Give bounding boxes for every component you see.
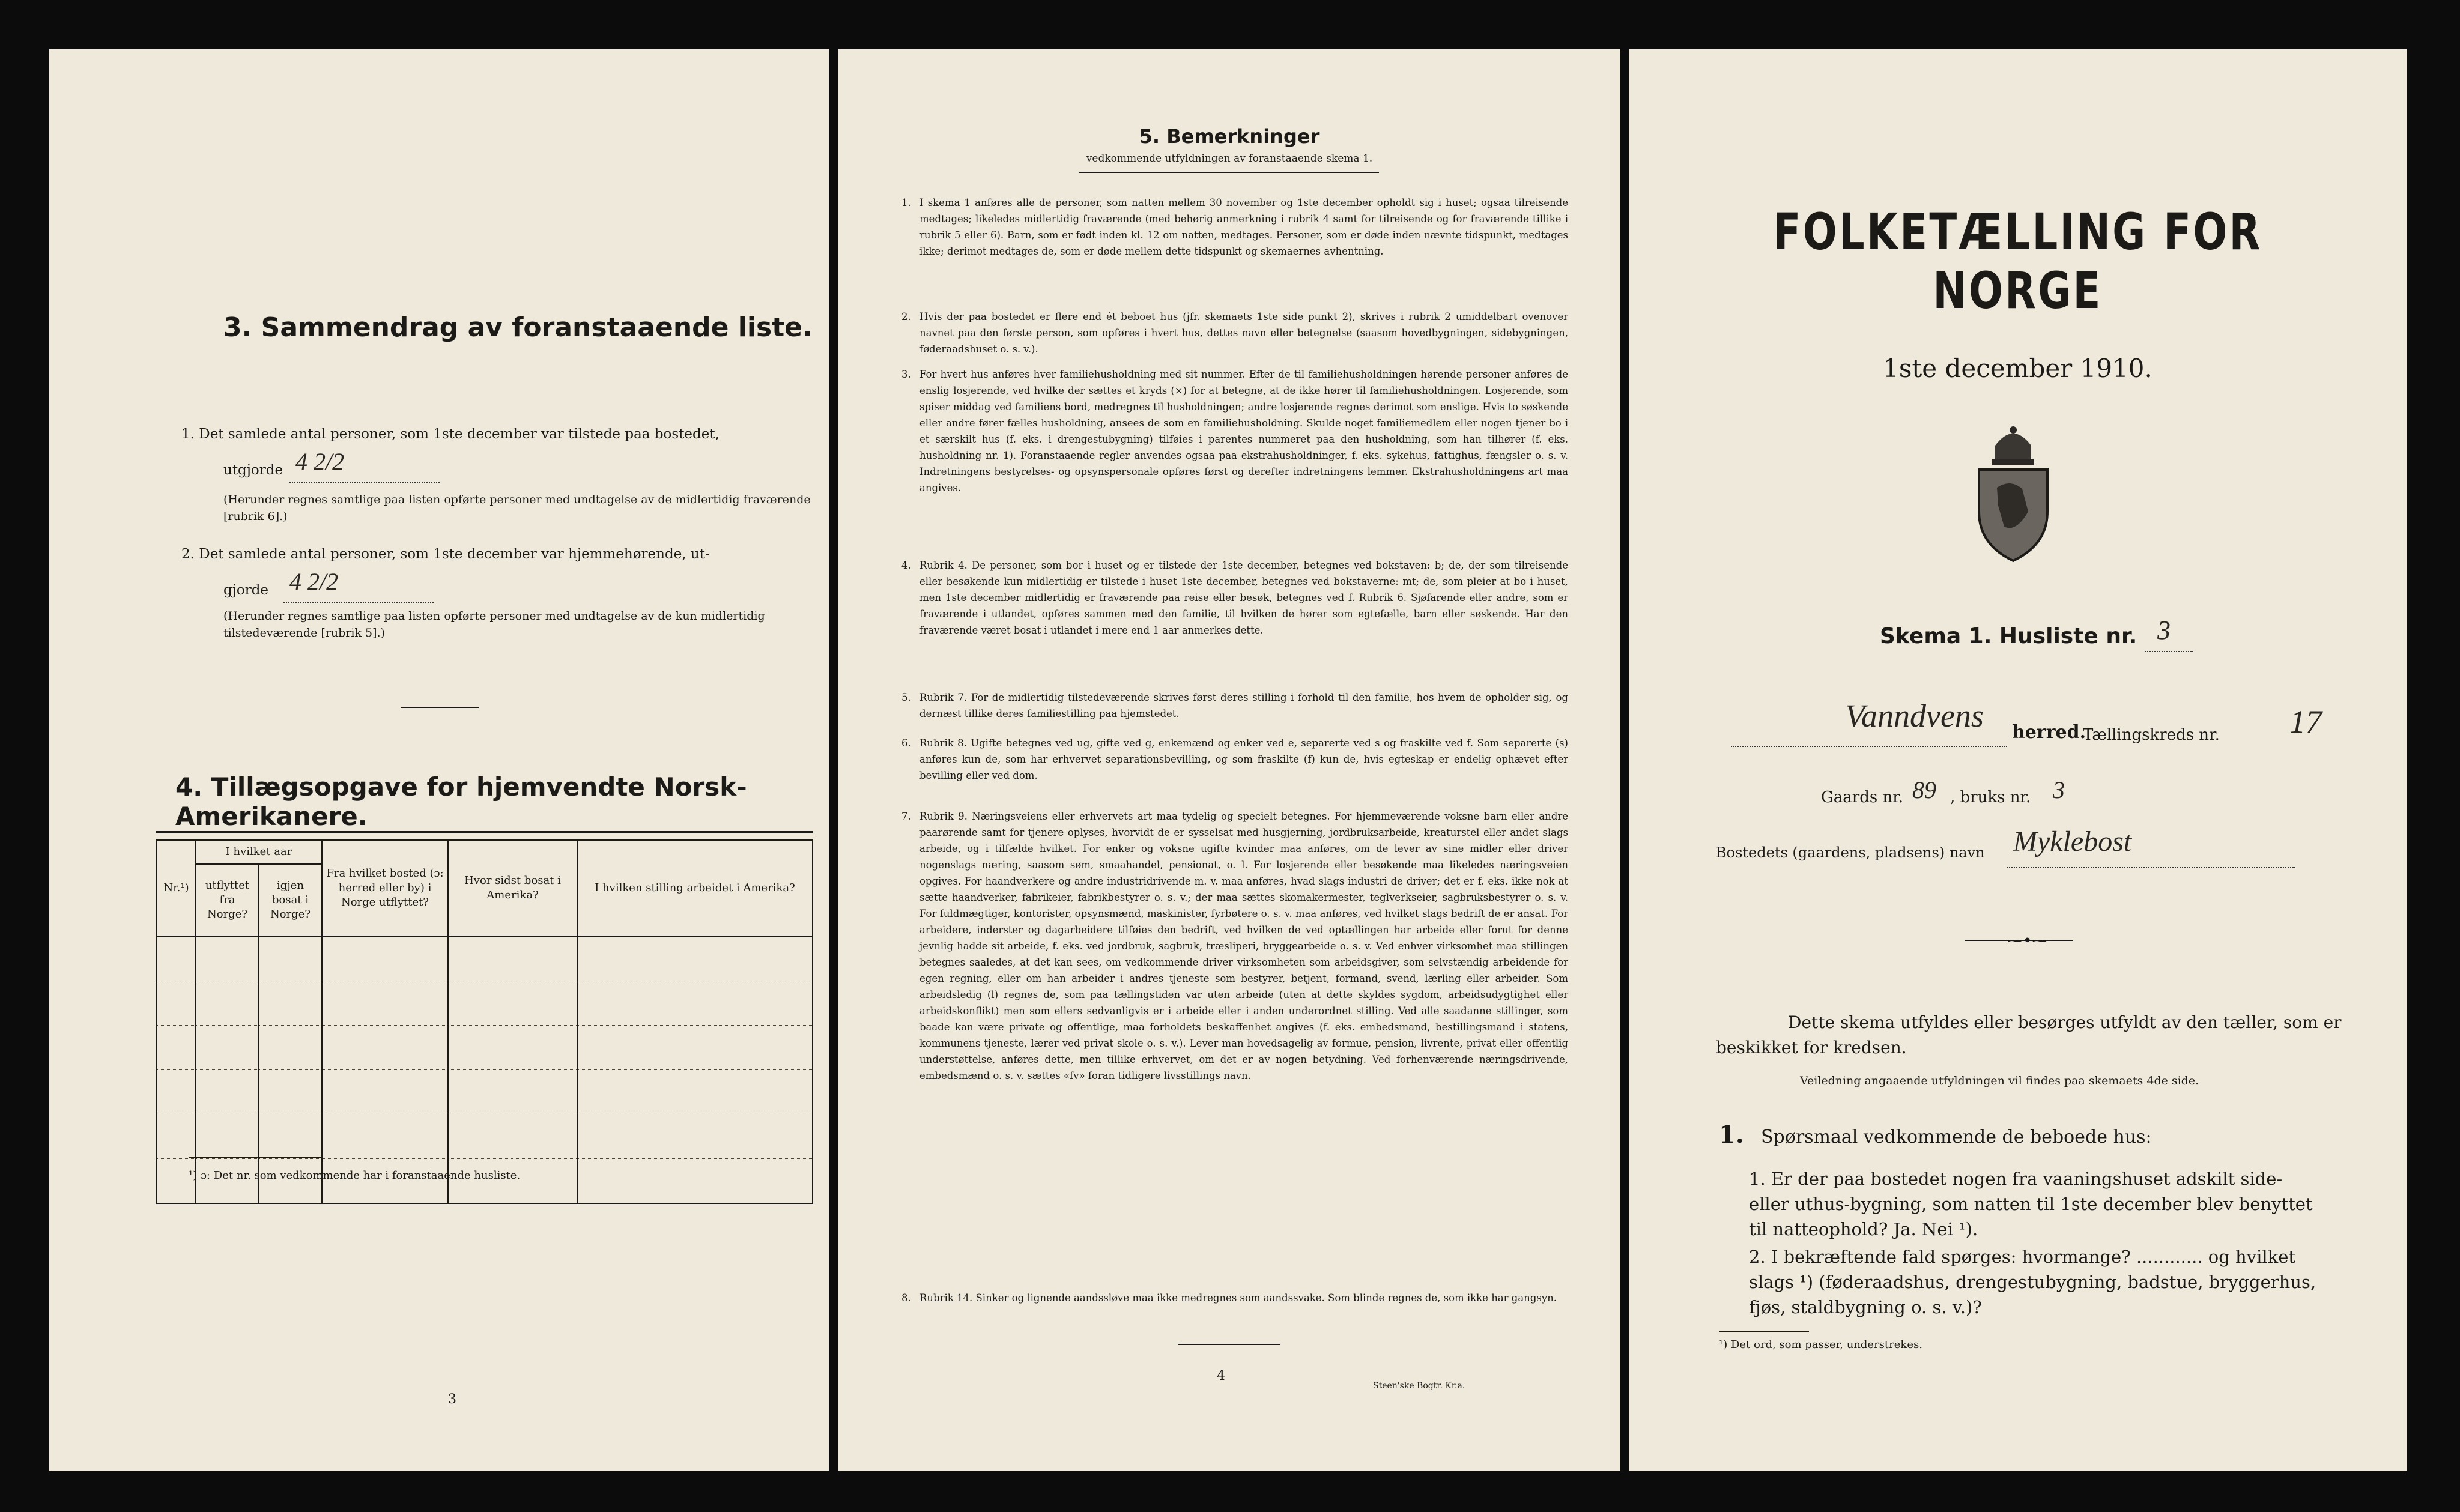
table-row	[157, 981, 813, 1026]
table-row	[157, 1026, 813, 1070]
table-row	[157, 936, 813, 981]
husliste-nr: 3	[2157, 615, 2171, 645]
table-cell	[157, 981, 196, 1026]
remarks-title: 5. Bemerkninger	[1139, 125, 1320, 148]
census-title: FOLKETÆLLING FOR NORGE	[1773, 202, 2262, 320]
table-cell	[448, 1114, 577, 1159]
footnote-rule	[189, 1157, 321, 1158]
norsk-amerikanere-table	[156, 839, 813, 1204]
kreds-value: 17	[2289, 704, 2322, 740]
col-nr: Nr.¹)	[157, 840, 196, 936]
table-cell	[577, 1159, 813, 1204]
table-cell	[322, 981, 448, 1026]
table-cell	[322, 1026, 448, 1070]
divider	[401, 707, 479, 708]
page-number-left: 3	[448, 1392, 456, 1407]
col-utflyttet: utflyttet fra Norge?	[196, 864, 259, 936]
item2-value: 4 2/2	[289, 568, 339, 595]
bosted-value: Myklebost	[2013, 826, 2132, 857]
table-cell	[577, 1070, 813, 1114]
page-number-middle: 4	[1217, 1368, 1225, 1383]
table-cell	[322, 1070, 448, 1114]
remark-7: 7. Rubrik 9. Næringsveiens eller erhvervets art maa tydelig og specielt betegnes. For hjemmeværende voksne barn eller andre paarørende samt for tjenere oplyses, hvorvidt de er sysselsat med husgjerning, jordbruksarbeide, kreaturstel eller andet slags arbeide, og i tilfælde hvilket. For enker og voksne ugifte kvinder maa anføres, om de lever av sine midler eller driver nogenslags næring, saasom søm, smaahandel, pensionat, o. l. For losjerende eller besøkende maa likeledes næringsveien opgives. For haandverkere og andre industridrivende m. v. maa anføres, hvad slags industri de driver; det er f. eks. ikke nok at sætte haandverker, fabrikeier, fabrikbestyrer o. s. v.; der maa sættes skomakermester, teglverkseier, sagbruksbestyrer o. s. v. For fuldmægtiger, kontorister, opsynsmænd, maskinister, fyrbøtere o. s. v. maa anføres, ved hvilket slags bedrift de er ansat. For arbeidere, inderster og dagarbeidere tilføies den bedrift, ved hvilken de ved optællingen har arbeide eller forut for denne jevnlig hadde sit arbeide, f. eks. ved jordbruk, sagbruk, træsliperi, bryggearbeide o. s. v. Ved enhver virksomhet maa stillingen betegnes saaledes, at det kan sees, om vedkommende driver virksomheten som arbeidsgiver, som selvstændig arbeidende for egen regning, eller om han arbeider i andres tjeneste som bestyrer, betjent, formand, svend, lærling eller arbeider. Som arbeidsledig (l) regnes de, som paa tællingstiden var uten arbeide (uten at dette skyldes sygdom, arbeidsudygtighet eller arbeidskonflikt) men som ellers sedvanligvis er i arbeide eller i anden underordnet stilling. Ved alle saadanne stillinger, som baade kan være private og offentlige, maa forholdets beskaffenhet angives (f. eks. embedsmand, bestillingsmand i statens, kommunens tjeneste, lærer ved privat skole o. s. v.). Lever man hovedsagelig av formue, pension, livrente, privat eller offentlig understøttelse, anføres dette, men tillike erhvervet, om det er av nogen betydning. Ved forhenværende næringsdrivende, embedsmænd o. s. v. sættes «fv» foran tidligere livsstillings navn.	[901, 811, 1568, 1081]
remark-4: 4. Rubrik 4. De personer, som bor i huset og er tilstede der 1ste december, betegnes ved bokstaven: b; de, der som tilreisende eller besøkende kun midlertidig er tilstede i huset 1ste december, betegnes ved bokstaverne: mt; de, som pleier at bo i huset, men 1ste december midlertidig er fraværende paa reise eller besøk, betegnes ved f. Rubrik 6. Sjøfarende eller andre, som er fraværende i utlandet, opføres sammen med den familie, til hvilken de hører som egtefælle, barn eller søskende. Har den fraværende været bosat i utlandet i mere end 1 aar anmerkes dette.	[901, 560, 1568, 636]
question-heading-number: 1.	[1719, 1120, 1744, 1149]
table-cell	[322, 936, 448, 981]
item1-text: 1. Det samlede antal personer, som 1ste december var tilstede paa bostedet,	[181, 426, 720, 442]
remark-2: 2. Hvis der paa bostedet er flere end ét beboet hus (jfr. skemaets 1ste side punkt 2), skrives i rubrik 2 umiddelbart ovenover navnet paa den første person, som opføres i hvert hus, dettes navn eller betegnelse (saasom hovedbygningen, sidebygningen, føderaadshuset o. s. v.).	[901, 311, 1568, 355]
printer-mark: Steen'ske Bogtr. Kr.a.	[1373, 1381, 1465, 1391]
ornament-icon: ⁓•⁓	[2007, 932, 2048, 950]
table-cell	[577, 981, 813, 1026]
page-middle	[838, 49, 1620, 1471]
table-row	[157, 1114, 813, 1159]
table-cell	[577, 1026, 813, 1070]
table-cell	[448, 981, 577, 1026]
remark-5: 5. Rubrik 7. For de midlertidig tilstedeværende skrives først deres stilling i forhold til den familie, hos hvem de opholder sig, og dernæst tillike deres familiestilling paa hjemstedet.	[901, 692, 1568, 719]
table-cell	[322, 1114, 448, 1159]
table-cell	[259, 1070, 322, 1114]
table-cell	[196, 1070, 259, 1114]
table-cell	[196, 1026, 259, 1070]
skema-label: Skema 1. Husliste nr.	[1880, 624, 2137, 649]
item1-prefix: utgjorde	[223, 462, 283, 478]
kreds-label: Tællingskreds nr.	[2083, 726, 2220, 744]
table-cell	[157, 1026, 196, 1070]
table-cell	[157, 1114, 196, 1159]
gaards-label: Gaards nr.	[1821, 788, 1904, 806]
table-cell	[448, 1026, 577, 1070]
footnote-right: ¹) Det ord, som passer, understrekes.	[1719, 1338, 1922, 1351]
intro-note: Veiledning angaaende utfyldningen vil findes paa skemaets 4de side.	[1800, 1074, 2199, 1087]
gaards-value: 89	[1912, 776, 1936, 803]
col-fra-bosted: Fra hvilket bosted (ɔ: herred eller by) i Norge utflyttet?	[322, 840, 448, 936]
table-cell	[157, 936, 196, 981]
item2-note: (Herunder regnes samtlige paa listen opførte personer med undtagelse av de kun midlertidig tilstedeværende [rubrik 5].)	[223, 609, 765, 640]
page-right	[1629, 49, 2407, 1471]
bruks-label: , bruks nr.	[1950, 788, 2031, 806]
table-cell	[196, 1114, 259, 1159]
page-left	[49, 49, 829, 1471]
section3-title: 3. Sammendrag av foranstaaende liste.	[223, 312, 813, 343]
table-cell	[259, 1026, 322, 1070]
remark-6: 6. Rubrik 8. Ugifte betegnes ved ug, gifte ved g, enkemænd og enker ved e, separerte ved s og fraskilte ved f. Som separerte (s) anføres kun de, som har erhvervet separationsbevilling, og som fraskilte (f) kun de, hvis egteskap er endelig ophævet efter bevilling eller ved dom.	[901, 737, 1568, 781]
table-row	[157, 1070, 813, 1114]
remarks-subtitle: vedkommende utfyldningen av foranstaaende skema 1.	[1086, 153, 1373, 165]
footnote: ¹) ɔ: Det nr. som vedkommende har i foranstaaende husliste.	[189, 1169, 521, 1182]
table-cell	[196, 936, 259, 981]
bosted-label: Bostedets (gaardens, pladsens) navn	[1716, 844, 1985, 861]
col-igjen-bosat: igjen bosat i Norge?	[259, 864, 322, 936]
remark-8: 8. Rubrik 14. Sinker og lignende aandssløve maa ikke medregnes som aandssvake. Som blinde regnes de, som ikke har gangsyn.	[901, 1292, 1557, 1304]
table-cell	[259, 981, 322, 1026]
intro-text: Dette skema utfyldes eller besørges utfyldt av den tæller, som er beskikket for kredsen.	[1716, 1012, 2342, 1057]
table-cell	[157, 1070, 196, 1114]
col-sidst-bosat: Hvor sidst bosat i Amerika?	[448, 840, 577, 936]
table-cell	[196, 981, 259, 1026]
bruks-value: 3	[2053, 776, 2065, 803]
remark-3: 3. For hvert hus anføres hver familiehusholdning med sit nummer. Efter de til familiehusholdningen hørende personer anføres de enslig losjerende, ved hvilke der sættes et kryds (×) for at betegne, at de ikke hører til familiehusholdningen. Losjerende, som spiser middag ved familiens bord, medregnes til husholdningen; andre losjerende regnes derimot som enslige. Hvis to søskende eller andre fører fælles husholdning, ansees de som en familiehusholdning. Skulde noget familiemedlem eller nogen tjener bo i et særskilt hus (f. eks. i drengestubygning) tilføies i parentes nummeret paa den husholdning, som han tilhører (f. eks. husholdning nr. 1). Foranstaaende regler anvendes ogsaa paa ekstrahusholdninger, f. eks. sykehus, fattighus, fængsler o. s. v. Indretningens bestyrelses- og opsynspersonale opføres først og derefter indretningens lemmer. Ekstrahusholdningens art maa angives.	[901, 369, 1568, 494]
item2-prefix: gjorde	[223, 582, 269, 598]
col-stilling: I hvilken stilling arbeidet i Amerika?	[577, 840, 813, 936]
herred-label: herred.	[2012, 722, 2086, 743]
census-date: 1ste december 1910.	[1883, 354, 2152, 383]
section4-title: 4. Tillægsopgave for hjemvendte Norsk-Amerikanere.	[175, 772, 747, 831]
herred-value: Vanndvens	[1845, 698, 1984, 734]
table-cell	[259, 936, 322, 981]
table-cell	[259, 1114, 322, 1159]
table-cell	[448, 1070, 577, 1114]
question-1: 1. Er der paa bostedet nogen fra vaaningshuset adskilt side- eller uthus-bygning, som natten til 1ste december blev benyttet til natteophold? Ja. Nei ¹).	[1749, 1169, 2313, 1239]
table-cell	[577, 936, 813, 981]
remark-1: 1. I skema 1 anføres alle de personer, som natten mellem 30 november og 1ste december opholdt sig i huset; ogsaa tilreisende medtages; likeledes midlertidig fraværende (med behørig anmerkning i rubrik 4 samt for tilreisende og for fraværende tillike i rubrik 5 eller 6). Barn, som er født inden kl. 12 om natten, medtages. Personer, som er døde inden nævnte tidspunkt, medtages ikke; derimot medtages de, som er døde mellem dette tidspunkt og skemaernes avhentning.	[901, 197, 1568, 257]
table-top-rule	[156, 831, 813, 833]
item2-text: 2. Det samlede antal personer, som 1ste december var hjemmehørende, ut-	[181, 546, 710, 562]
table-cell	[448, 936, 577, 981]
item1-value: 4 2/2	[295, 448, 345, 475]
question-heading: Spørsmaal vedkommende de beboede hus:	[1761, 1126, 2152, 1148]
item1-note: (Herunder regnes samtlige paa listen opførte personer med undtagelse av de midlertidig fraværende [rubrik 6].)	[223, 493, 811, 523]
question-2: 2. I bekræftende fald spørges: hvormange? ............ og hvilket slags ¹) (føderaadshus, drengestubygning, badstue, bryggerhus, fjøs, staldbygning o. s. v.)?	[1749, 1247, 2316, 1317]
coat-of-arms-icon	[1968, 422, 2058, 566]
table-cell	[577, 1114, 813, 1159]
col-group-year: I hvilket aar	[196, 840, 322, 864]
